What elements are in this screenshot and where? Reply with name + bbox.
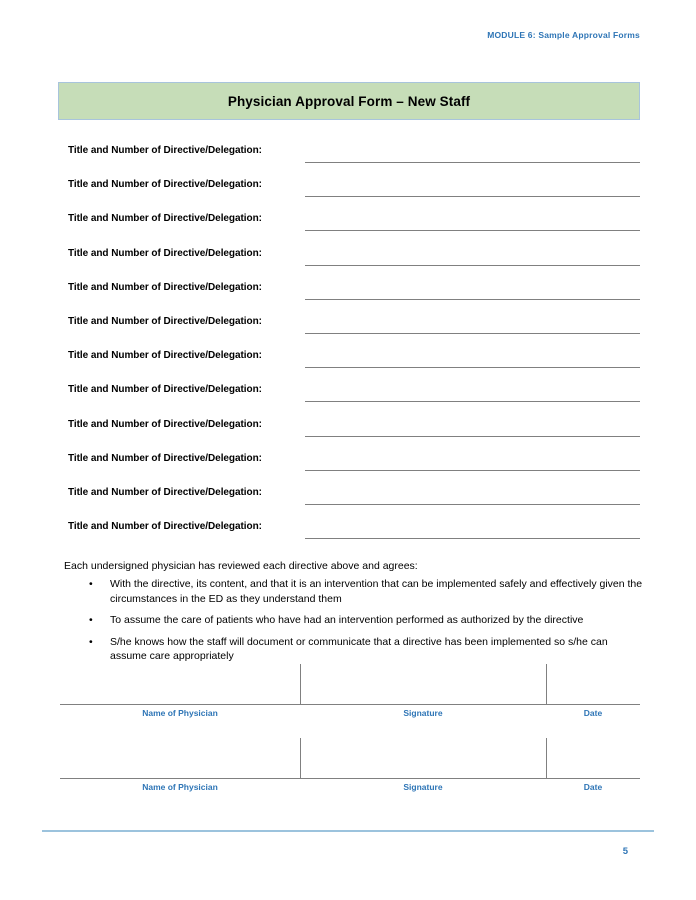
directive-row — [0, 453, 696, 487]
signature-column-divider-1 — [300, 738, 301, 778]
agreement-bullet-text: S/he knows how the staff will document or communicate that a directive has been implemented so s/he can assume care appropriately — [110, 635, 608, 662]
form-title-banner — [58, 82, 640, 120]
directive-row-input-line[interactable] — [305, 333, 640, 334]
agreement-bullet-item — [64, 635, 644, 664]
module-header-label: MODULE 6: Sample Approval Forms — [487, 30, 640, 40]
directive-row — [0, 419, 696, 453]
caption-name-of-physician: Name of Physician — [142, 708, 218, 718]
directive-row — [0, 282, 696, 316]
directive-row-input-line[interactable] — [305, 538, 640, 539]
signature-block-row-2 — [60, 738, 640, 797]
agreement-bullet-item — [64, 613, 644, 628]
signature-input-cells — [60, 664, 640, 705]
directive-row-label: Title and Number of Directive/Delegation: — [68, 213, 262, 225]
caption-signature: Signature — [403, 708, 443, 718]
agreement-section — [64, 559, 644, 671]
directive-row-input-line[interactable] — [305, 367, 640, 368]
agreement-bullet-item — [64, 577, 644, 606]
directive-row-input-line[interactable] — [305, 162, 640, 163]
directive-rows-list — [0, 145, 696, 555]
directive-row-input-line[interactable] — [305, 401, 640, 402]
signature-block-row-1 — [60, 664, 640, 723]
directive-row-label: Title and Number of Directive/Delegation: — [68, 384, 262, 396]
agreement-bullet-text: With the directive, its content, and that it is an intervention that can be implemented safely and effectively given the circumstances in the ED as they understand them — [110, 578, 643, 605]
directive-row-label: Title and Number of Directive/Delegation: — [68, 247, 262, 259]
bullet-point-icon: • — [89, 635, 93, 648]
directive-row-label: Title and Number of Directive/Delegation: — [68, 486, 262, 498]
directive-row-input-line[interactable] — [305, 436, 640, 437]
directive-row — [0, 179, 696, 213]
directive-row-label: Title and Number of Directive/Delegation: — [68, 179, 262, 191]
agreement-bullet-list — [64, 577, 644, 664]
directive-row-input-line[interactable] — [305, 265, 640, 266]
caption-date: Date — [583, 782, 603, 792]
directive-row — [0, 213, 696, 247]
signature-column-divider-2 — [546, 738, 547, 778]
footer-divider — [42, 830, 654, 832]
signature-captions — [60, 779, 640, 797]
directive-row-input-line[interactable] — [305, 299, 640, 300]
agreement-bullet-text: To assume the care of patients who have had an intervention performed as authorized by the directive — [110, 614, 584, 626]
signature-captions — [60, 705, 640, 723]
directive-row-label: Title and Number of Directive/Delegation: — [68, 521, 262, 533]
caption-name-of-physician: Name of Physician — [142, 782, 218, 792]
directive-row — [0, 521, 696, 555]
page-number: 5 — [622, 846, 628, 857]
bullet-point-icon: • — [89, 614, 93, 626]
signature-input-cells — [60, 738, 640, 779]
directive-row — [0, 248, 696, 282]
directive-row — [0, 350, 696, 384]
directive-row-label: Title and Number of Directive/Delegation: — [68, 350, 262, 362]
directive-row-input-line[interactable] — [305, 504, 640, 505]
directive-row-input-line[interactable] — [305, 196, 640, 197]
directive-row-input-line[interactable] — [305, 470, 640, 471]
directive-row — [0, 316, 696, 350]
directive-row — [0, 384, 696, 418]
directive-row — [0, 487, 696, 521]
directive-row-label: Title and Number of Directive/Delegation: — [68, 452, 262, 464]
directive-row — [0, 145, 696, 179]
directive-row-input-line[interactable] — [305, 230, 640, 231]
page-title: Physician Approval Form – New Staff — [227, 93, 471, 109]
directive-row-label: Title and Number of Directive/Delegation: — [68, 281, 262, 293]
signature-column-divider-2 — [546, 664, 547, 704]
directive-row-label: Title and Number of Directive/Delegation: — [68, 315, 262, 327]
directive-row-label: Title and Number of Directive/Delegation: — [68, 418, 262, 430]
signature-column-divider-1 — [300, 664, 301, 704]
directive-row-label: Title and Number of Directive/Delegation: — [68, 145, 262, 156]
caption-signature: Signature — [403, 782, 443, 792]
bullet-point-icon: • — [89, 578, 93, 590]
caption-date: Date — [583, 708, 603, 718]
agreement-intro-text: Each undersigned physician has reviewed each directive above and agrees: — [64, 560, 418, 572]
